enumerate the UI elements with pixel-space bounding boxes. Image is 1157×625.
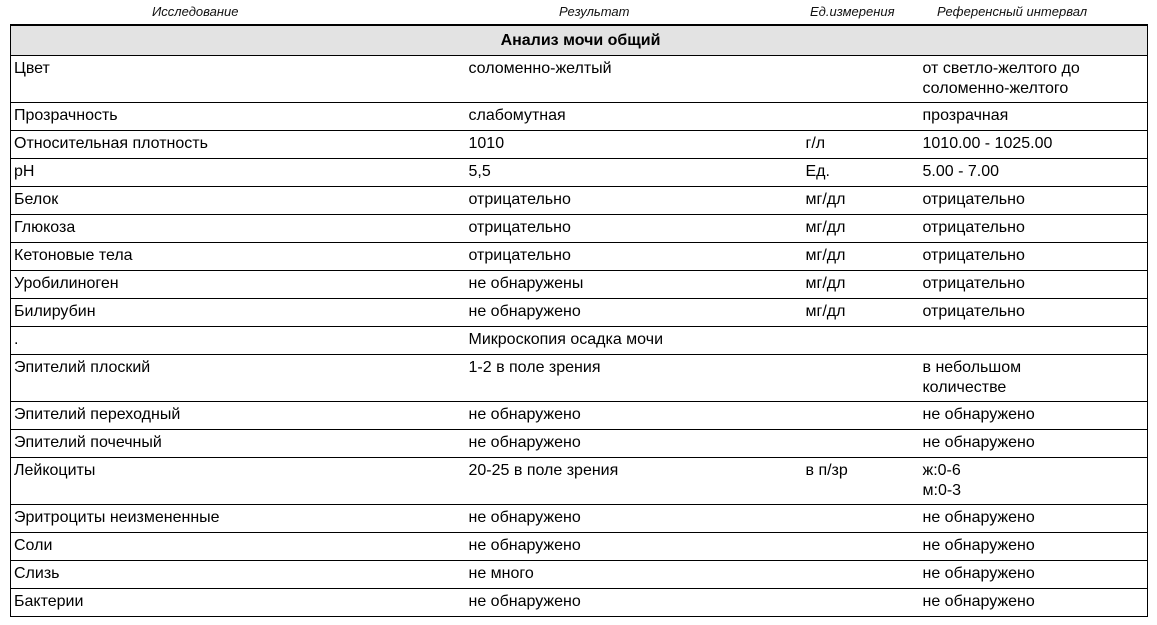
reference-value: не обнаружено [921, 588, 1148, 616]
header-study: Исследование [152, 4, 239, 19]
study-name: Эпителий плоский [11, 354, 466, 401]
result-value: отрицательно [466, 214, 806, 242]
result-value: не обнаружено [466, 532, 806, 560]
reference-value: не обнаружено [921, 560, 1148, 588]
table-row [11, 532, 1148, 560]
unit-value [806, 102, 921, 130]
study-name: Эритроциты неизмененные [11, 504, 466, 532]
study-name: Белок [11, 186, 466, 214]
study-name: Бактерии [11, 588, 466, 616]
result-value: не обнаружено [466, 429, 806, 457]
result-value: 5,5 [466, 158, 806, 186]
result-value: 20-25 в поле зрения [466, 457, 806, 504]
study-name: Кетоновые тела [11, 242, 466, 270]
section-title: Анализ мочи общий [11, 25, 1148, 55]
unit-value: в п/зр [806, 457, 921, 504]
subsection-title: Микроскопия осадка мочи [466, 326, 1148, 354]
result-value: не обнаружено [466, 588, 806, 616]
header-unit: Ед.измерения [810, 4, 895, 19]
result-value: отрицательно [466, 242, 806, 270]
reference-value: не обнаружено [921, 429, 1148, 457]
unit-value: мг/дл [806, 270, 921, 298]
unit-value: Ед. [806, 158, 921, 186]
study-name: Слизь [11, 560, 466, 588]
reference-value: 1010.00 - 1025.00 [921, 130, 1148, 158]
reference-value: не обнаружено [921, 401, 1148, 429]
unit-value [806, 401, 921, 429]
unit-value [806, 588, 921, 616]
result-value: слабомутная [466, 102, 806, 130]
reference-value: ж:0-6 м:0-3 [921, 457, 1148, 504]
result-value: не много [466, 560, 806, 588]
study-name: Соли [11, 532, 466, 560]
study-name: Лейкоциты [11, 457, 466, 504]
table-row [11, 242, 1148, 270]
table-row [11, 457, 1148, 504]
unit-value: мг/дл [806, 214, 921, 242]
subsection-row [11, 326, 1148, 354]
table-row [11, 214, 1148, 242]
result-value: не обнаружено [466, 401, 806, 429]
table-row [11, 401, 1148, 429]
study-name: pH [11, 158, 466, 186]
table-row [11, 298, 1148, 326]
reference-value: отрицательно [921, 214, 1148, 242]
table-row [11, 270, 1148, 298]
table-row [11, 588, 1148, 616]
table-row [11, 354, 1148, 401]
table-row [11, 504, 1148, 532]
result-value: 1-2 в поле зрения [466, 354, 806, 401]
subsection-marker: . [11, 326, 466, 354]
reference-value: прозрачная [921, 102, 1148, 130]
study-name: Эпителий переходный [11, 401, 466, 429]
table-row [11, 130, 1148, 158]
unit-value [806, 532, 921, 560]
reference-value: отрицательно [921, 270, 1148, 298]
table-row [11, 158, 1148, 186]
study-name: Билирубин [11, 298, 466, 326]
study-name: Уробилиноген [11, 270, 466, 298]
reference-value: отрицательно [921, 186, 1148, 214]
result-value: отрицательно [466, 186, 806, 214]
table-header [10, 0, 1147, 24]
table-row [11, 102, 1148, 130]
reference-value: не обнаружено [921, 504, 1148, 532]
unit-value: г/л [806, 130, 921, 158]
unit-value [806, 504, 921, 532]
table-row [11, 186, 1148, 214]
unit-value [806, 560, 921, 588]
reference-value: от светло-желтого до соломенно-желтого [921, 55, 1148, 102]
unit-value: мг/дл [806, 298, 921, 326]
table-row [11, 55, 1148, 102]
result-value: 1010 [466, 130, 806, 158]
reference-value: в небольшом количестве [921, 354, 1148, 401]
reference-value: 5.00 - 7.00 [921, 158, 1148, 186]
reference-value: отрицательно [921, 242, 1148, 270]
result-value: не обнаружено [466, 298, 806, 326]
header-result: Результат [559, 4, 630, 19]
study-name: Относительная плотность [11, 130, 466, 158]
study-name: Эпителий почечный [11, 429, 466, 457]
result-value: не обнаружено [466, 504, 806, 532]
result-value: не обнаружены [466, 270, 806, 298]
unit-value [806, 55, 921, 102]
unit-value [806, 429, 921, 457]
header-reference: Референсный интервал [937, 4, 1088, 19]
table-row [11, 429, 1148, 457]
results-table [10, 24, 1148, 617]
reference-value: не обнаружено [921, 532, 1148, 560]
result-value: соломенно-желтый [466, 55, 806, 102]
section-row [11, 25, 1148, 55]
study-name: Глюкоза [11, 214, 466, 242]
unit-value: мг/дл [806, 242, 921, 270]
study-name: Прозрачность [11, 102, 466, 130]
table-row [11, 560, 1148, 588]
unit-value [806, 354, 921, 401]
unit-value: мг/дл [806, 186, 921, 214]
reference-value: отрицательно [921, 298, 1148, 326]
study-name: Цвет [11, 55, 466, 102]
